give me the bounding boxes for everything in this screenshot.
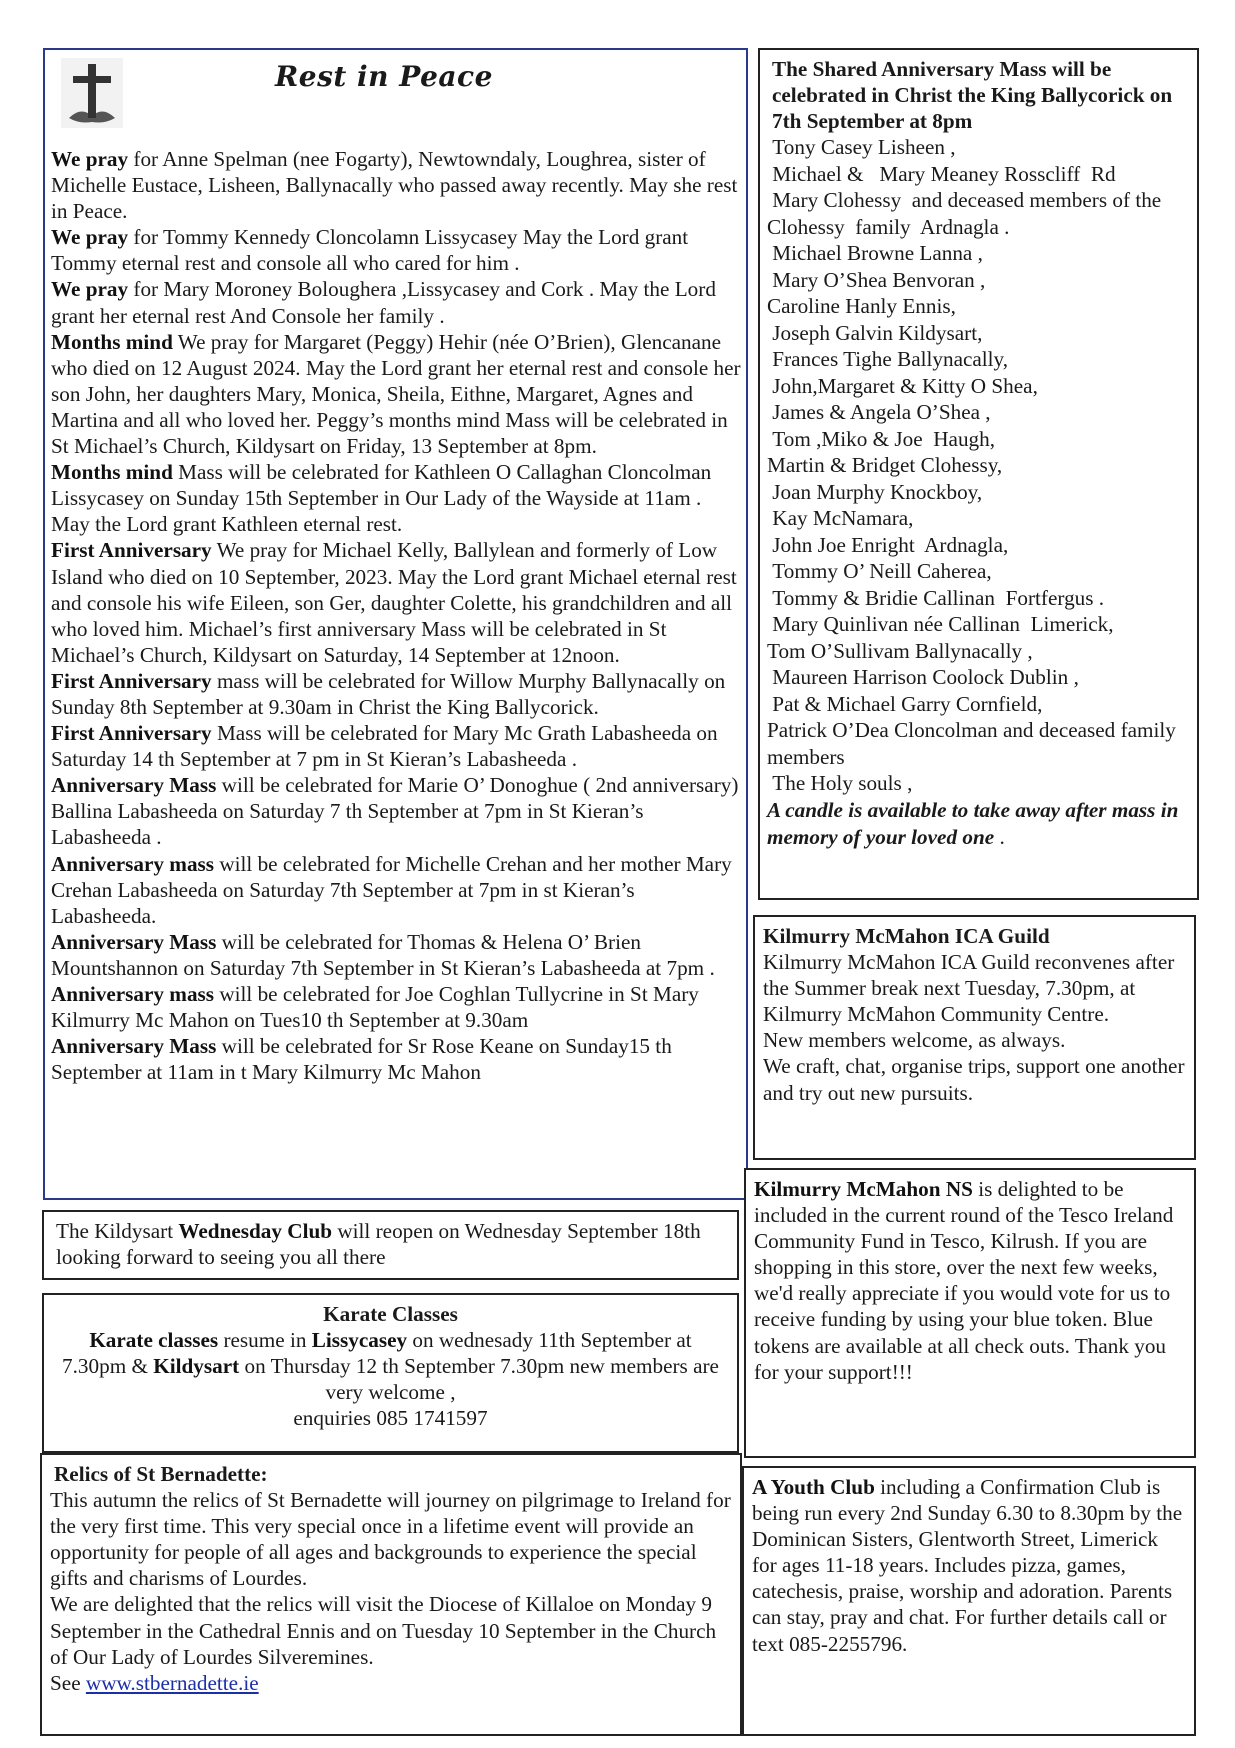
rip-entry-lead: First Anniversary <box>51 721 212 746</box>
wednesday-club-box <box>42 1210 739 1280</box>
ica-line2: New members welcome, as always. <box>763 1028 1066 1053</box>
shared-name-item: Mary Clohessy and deceased members of the Clohessy family Ardnagla . <box>767 188 1167 239</box>
karate-box <box>42 1293 739 1453</box>
ica-heading: Kilmurry McMahon ICA Guild <box>763 924 1050 948</box>
shared-name-item: Tony Casey Lisheen , <box>767 135 956 160</box>
rip-entry <box>51 981 741 1033</box>
karate-enquiries: enquiries 085 1741597 <box>293 1406 488 1431</box>
shared-name-item: Tom ,Miko & Joe Haugh, <box>767 426 996 451</box>
wednesday-text <box>56 1218 729 1270</box>
rip-entry-lead: Anniversary mass <box>51 982 215 1006</box>
shared-name-item: The Holy souls , <box>767 771 913 796</box>
rip-entry-text: for Tommy Kennedy Cloncolamn Lissycasey May the Lord grant Tommy eternal rest and console all who cared for him . <box>51 225 689 276</box>
rip-entry-text: We pray for Margaret (Peggy) Hehir (née O’Brien), Glencanane who died on 12 August 2024. May the Lord grant her eternal rest and console her son John, her daughters Mary, Monica, Sheila, Eithne, Margaret, Agnes and Martina and all who loved her. Peggy’s months mind Mass will be celebrated in St Michael’s Church, Kildysart on Friday, 13 September at 8pm. <box>51 329 741 459</box>
shared-name-item: Mary O’Shea Benvoran , <box>767 267 986 292</box>
shared-name-item: Martin & Bridget Clohessy, <box>767 453 1003 478</box>
karate-body <box>60 1327 721 1405</box>
shared-heading: The Shared Anniversary Mass will be celebrated in Christ the King Ballycorick on 7th September at 8pm <box>772 57 1173 134</box>
relics-box <box>40 1453 742 1736</box>
stbernadette-link[interactable]: www.stbernadette.ie <box>85 1670 259 1695</box>
ica-line3: We craft, chat, organise trips, support one another and try out new pursuits. <box>763 1054 1185 1105</box>
shared-name-item: Tommy & Bridie Callinan Fortfergus . <box>767 585 1105 610</box>
shared-anniversary-box <box>758 48 1199 900</box>
rip-entry-text: Mass will be celebrated for Mary Mc Grath Labasheeda on Saturday 14 th September at 7 pm in St Kieran’s Labasheeda . <box>51 721 718 772</box>
rip-entry-lead: Anniversary Mass <box>51 1034 217 1059</box>
youth-body: including a Confirmation Club is being run every 2nd Sunday 6.30 to 8.30pm by the Dominican Sisters, Glentworth Street, Limerick for ages 11-18 years. Includes pizza, games, catechesis, praise, worship and adoration. Parents can stay, pray and chat. For further details call or text 085-2255796. <box>752 1475 1183 1656</box>
rest-in-peace-box <box>43 48 748 1200</box>
rip-entry-lead: We pray <box>51 277 129 302</box>
shared-name-item: Maureen Harrison Coolock Dublin , <box>767 665 1079 690</box>
rip-entry-lead: Anniversary Mass <box>51 929 217 954</box>
rip-entry-text: will be celebrated for Marie O’ Donoghue ( 2nd anniversary) Ballina Labasheeda on Saturday 7 th September at 7pm in St Kieran’s Labasheeda . <box>51 773 739 850</box>
cross-icon <box>61 58 123 128</box>
rip-entry <box>51 668 741 720</box>
rip-body <box>51 146 741 1085</box>
shared-name-item: Michael Browne Lanna , <box>767 241 983 266</box>
rip-entry <box>51 1033 741 1085</box>
rip-entry <box>51 276 741 328</box>
shared-name-item: Caroline Hanly Ennis, <box>767 294 956 319</box>
karate-heading: Karate Classes <box>323 1302 458 1326</box>
rip-entry-text: will be celebrated for Joe Coghlan Tullycrine in St Mary Kilmurry Mc Mahon on Tues10 th September at 9.30am <box>51 982 699 1033</box>
wednesday-pre: The Kildysart <box>56 1219 179 1243</box>
shared-name-item: John Joe Enright Ardnagla, <box>767 532 1009 557</box>
relics-heading: Relics of St Bernadette: <box>54 1462 268 1486</box>
shared-name-item: Tommy O’ Neill Caherea, <box>767 559 992 584</box>
shared-name-item: Tom O’Sullivam Ballynacally , <box>767 638 1033 663</box>
rip-entry <box>51 224 741 276</box>
rip-entry-lead: Months mind <box>51 460 173 485</box>
karate-t2: on wednesady 11th September at 7.30pm & <box>62 1328 692 1379</box>
rip-entry-text: Mass will be celebrated for Kathleen O Callaghan Cloncolman Lissycasey on Sunday 15th September in Our Lady of the Wayside at 11am . May the Lord grant Kathleen eternal rest. <box>51 460 712 537</box>
ns-body: is delighted to be included in the current round of the Tesco Ireland Community Fund in Tesco, Kilrush. If you are shopping in this store, over the next few weeks, we'd really appreciate if you would vote for us to receive funding by using your blue token. Blue tokens are available at all check outs. Thank you for your support!!! <box>754 1177 1174 1384</box>
candle-note <box>767 797 1189 851</box>
rip-entry <box>51 772 741 850</box>
rip-entry <box>51 537 741 667</box>
rip-entry <box>51 851 741 929</box>
shared-name-item: Kay McNamara, <box>767 506 914 531</box>
ns-text <box>754 1176 1184 1385</box>
relics-see <box>50 1670 732 1696</box>
rip-entry-text: will be celebrated for Sr Rose Keane on Sunday15 th September at 11am in t Mary Kilmurry Mc Mahon <box>51 1034 672 1085</box>
youth-text <box>752 1474 1184 1657</box>
rip-entry-text: will be celebrated for Thomas & Helena O’ Brien Mountshannon on Saturday 7th September in St Kieran’s Labasheeda at 7pm . <box>51 929 715 980</box>
shared-name-item: Mary Quinlivan née Callinan Limerick, <box>767 612 1114 637</box>
ica-guild-box <box>753 915 1196 1160</box>
shared-names-list <box>767 134 1189 797</box>
shared-name-item: Patrick O’Dea Cloncolman and deceased family members <box>767 718 1182 769</box>
karate-kildysart: Kildysart <box>153 1354 240 1379</box>
karate-t3: on Thursday 12 th September 7.30pm new members are very welcome , <box>239 1354 719 1405</box>
rip-entry <box>51 329 741 459</box>
rip-entry-lead: First Anniversary <box>51 538 212 563</box>
rip-entry-text: for Mary Moroney Boloughera ,Lissycasey and Cork . May the Lord grant her eternal rest And Console her family . <box>51 277 716 328</box>
rip-entry-lead: We pray <box>51 225 129 250</box>
shared-name-item: Joseph Galvin Kildysart, <box>767 320 983 345</box>
rip-entry-lead: First Anniversary <box>51 668 212 693</box>
rip-entry-text: will be celebrated for Michelle Crehan and her mother Mary Crehan Labasheeda on Saturday 7th September at 7pm in st Kieran’s Labasheeda. <box>51 851 732 928</box>
ica-body: Kilmurry McMahon ICA Guild reconvenes after the Summer break next Tuesday, 7.30pm, at Kilmurry McMahon Community Centre. <box>763 950 1175 1027</box>
candle-text: A candle is available to take away after mass in memory of your loved one <box>767 797 1179 849</box>
karate-lissycasey: Lissycasey <box>311 1328 408 1353</box>
rip-entry-lead: Anniversary Mass <box>51 773 217 798</box>
shared-name-item: Frances Tighe Ballynacally, <box>767 347 1009 372</box>
ns-name: Kilmurry McMahon NS <box>754 1177 973 1201</box>
shared-name-item: Michael & Mary Meaney Rosscliff Rd <box>767 161 1116 186</box>
rip-entry-text: for Anne Spelman (nee Fogarty), Newtowndaly, Loughrea, sister of Michelle Eustace, Lisheen, Ballynacally who passed away recently. May she rest in Peace. <box>51 147 738 224</box>
karate-b1: Karate classes <box>89 1328 219 1353</box>
relics-see-label: See <box>50 1670 86 1695</box>
rip-entry <box>51 459 741 537</box>
rip-entry <box>51 929 741 981</box>
shared-name-item: John,Margaret & Kitty O Shea, <box>767 373 1038 398</box>
relics-body2: We are delighted that the relics will visit the Diocese of Killaloe on Monday 9 September in the Cathedral Ennis and on Tuesday 10 September in the Church of Our Lady of Lourdes Silveremines. <box>50 1592 717 1669</box>
candle-end: . <box>999 824 1005 849</box>
rip-paragraphs <box>51 146 741 1085</box>
rip-entry-lead: Anniversary mass <box>51 851 215 876</box>
relics-body1: This autumn the relics of St Bernadette will journey on pilgrimage to Ireland for the very first time. This very special once in a lifetime event will provide an opportunity for people of all ages and backgrounds to experience the special gifts and charisms of Lourdes. <box>50 1488 731 1591</box>
shared-name-item: James & Angela O’Shea , <box>767 400 991 425</box>
rip-entry-lead: Months mind <box>51 329 173 354</box>
karate-t1: resume in <box>218 1328 312 1353</box>
wednesday-post: will reopen on Wednesday September 18th looking forward to seeing you all there <box>56 1219 701 1270</box>
wednesday-club-name: Wednesday Club <box>178 1219 333 1243</box>
rip-entry-text: mass will be celebrated for Willow Murphy Ballynacally on Sunday 8th September at 9.30am in Christ the King Ballycorick. <box>51 668 726 719</box>
rip-title: Rest in Peace <box>275 60 493 93</box>
rip-entry <box>51 146 741 224</box>
ns-tesco-box <box>744 1168 1196 1458</box>
shared-name-item: Joan Murphy Knockboy, <box>767 479 983 504</box>
rip-entry <box>51 720 741 772</box>
rip-entry-text: We pray for Michael Kelly, Ballylean and formerly of Low Island who died on 10 September, 2023. May the Lord grant Michael eternal rest and console his wife Eileen, son Ger, daughter Colette, his grandchildren and all who loved him. Michael’s first anniversary Mass will be celebrated in St Michael’s Church, Kildysart on Saturday, 14 September at 12noon. <box>51 538 737 667</box>
shared-name-item: Pat & Michael Garry Cornfield, <box>767 691 1043 716</box>
youth-club-name: A Youth Club <box>752 1475 875 1499</box>
youth-club-box <box>742 1466 1196 1736</box>
rip-entry-lead: We pray <box>51 147 129 171</box>
